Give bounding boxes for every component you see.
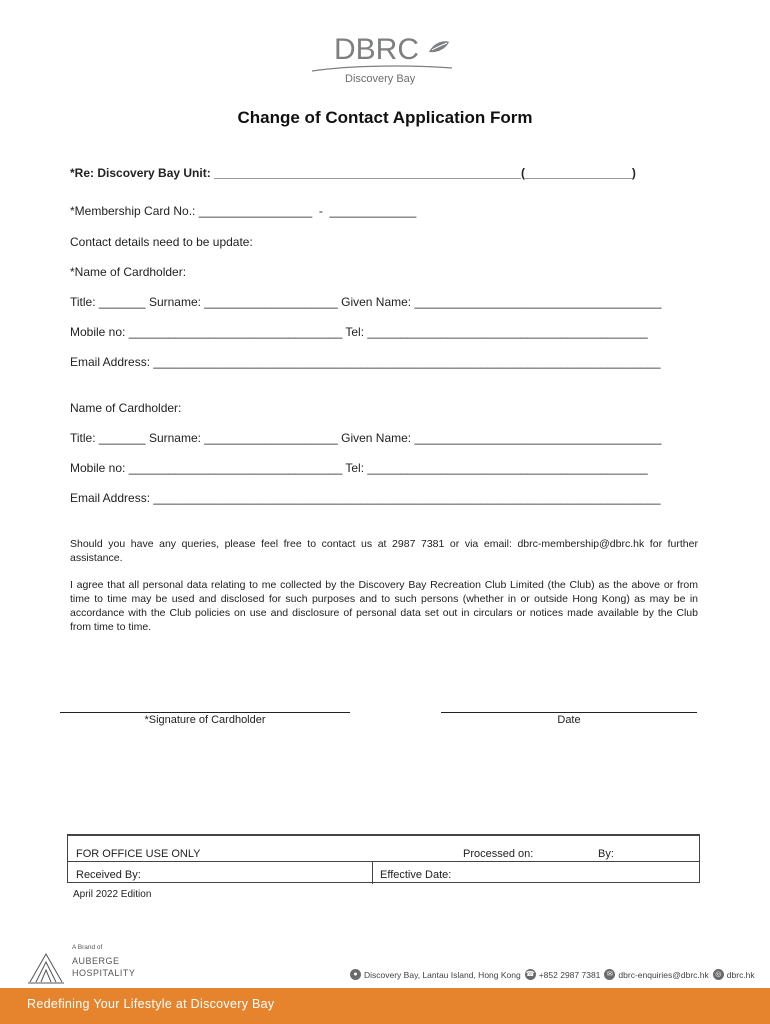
date-label: Date: [557, 714, 581, 726]
logo-subtitle: Discovery Bay: [345, 73, 416, 85]
date-line[interactable]: [441, 712, 697, 713]
agreement-paragraph: I agree that all personal data relating to me collected by the Discovery Bay Recreation Club Limited (the Club) as the above or from time to time may be used and disclosed for such purposes and to such persons (whether in or outside Hong Kong) as may be in accordance with the Club policies on use and disclosure of personal data set out in circulars or notices made available by the Club from time to time.: [70, 579, 698, 633]
tagline-band: [0, 988, 770, 1024]
email-icon: ✉: [604, 969, 615, 980]
logo-wordmark: DBRC: [334, 33, 420, 66]
title-row-1[interactable]: Title: _______ Surname: ____________________ Given Name: _____________________________________: [70, 295, 662, 309]
globe-icon: ◎: [713, 969, 724, 980]
mobile-row-2[interactable]: Mobile no: ________________________________ Tel: __________________________________________: [70, 461, 648, 475]
signature-line[interactable]: [60, 712, 350, 713]
cardholder-label-1: *Name of Cardholder:: [70, 265, 187, 279]
signature-label: *Signature of Cardholder: [144, 714, 266, 726]
office-divider: [372, 862, 373, 884]
location-icon: ●: [350, 969, 361, 980]
dbrc-logo: [310, 30, 460, 88]
tagline: Redefining Your Lifestyle at Discovery Bay: [27, 997, 275, 1011]
title-row-2[interactable]: Title: _______ Surname: ____________________ Given Name: _____________________________________: [70, 431, 662, 445]
office-heading: FOR OFFICE USE ONLY: [76, 848, 201, 860]
contact-update-label: Contact details need to be update:: [70, 235, 253, 249]
mountain-logo-icon: [28, 952, 64, 984]
unit-field[interactable]: *Re: Discovery Bay Unit: ______________________________________________(________________): [70, 166, 636, 180]
brand-prefix: A Brand of: [72, 944, 103, 951]
queries-paragraph: Should you have any queries, please feel free to contact us at 2987 7381 or via email: dbrc-membership@dbrc.hk for further assistance.: [70, 538, 698, 564]
by-label: By:: [598, 848, 614, 860]
brand-line-2: HOSPITALITY: [72, 968, 136, 978]
office-row-1: [68, 836, 699, 862]
office-use-box: [67, 834, 700, 883]
leaf-icon: [428, 40, 450, 54]
edition-label: April 2022 Edition: [73, 889, 152, 900]
mobile-row-1[interactable]: Mobile no: ________________________________ Tel: __________________________________________: [70, 325, 648, 339]
form-title: Change of Contact Application Form: [237, 108, 533, 127]
processed-on-label: Processed on:: [463, 848, 534, 860]
membership-field[interactable]: *Membership Card No.: _________________ - _____________: [70, 204, 417, 218]
email-row-2[interactable]: Email Address: ____________________________________________________________________________: [70, 491, 661, 505]
brand-line-1: AUBERGE: [72, 956, 120, 966]
logo-swoosh: [312, 65, 452, 73]
footer-email[interactable]: dbrc-enquiries@dbrc.hk: [618, 969, 709, 980]
auberge-brand: [28, 944, 138, 984]
email-row-1[interactable]: Email Address: ____________________________________________________________________________: [70, 355, 661, 369]
cardholder-label-2: Name of Cardholder:: [70, 401, 182, 415]
phone-icon: ☎: [525, 971, 535, 978]
footer-address: Discovery Bay, Lantau Island, Hong Kong: [364, 969, 521, 980]
footer-contact: [346, 969, 755, 980]
effective-date-label: Effective Date:: [380, 869, 452, 881]
footer-phone[interactable]: +852 2987 7381: [538, 969, 601, 980]
footer-web[interactable]: dbrc.hk: [726, 969, 755, 980]
received-by-label: Received By:: [76, 869, 141, 881]
